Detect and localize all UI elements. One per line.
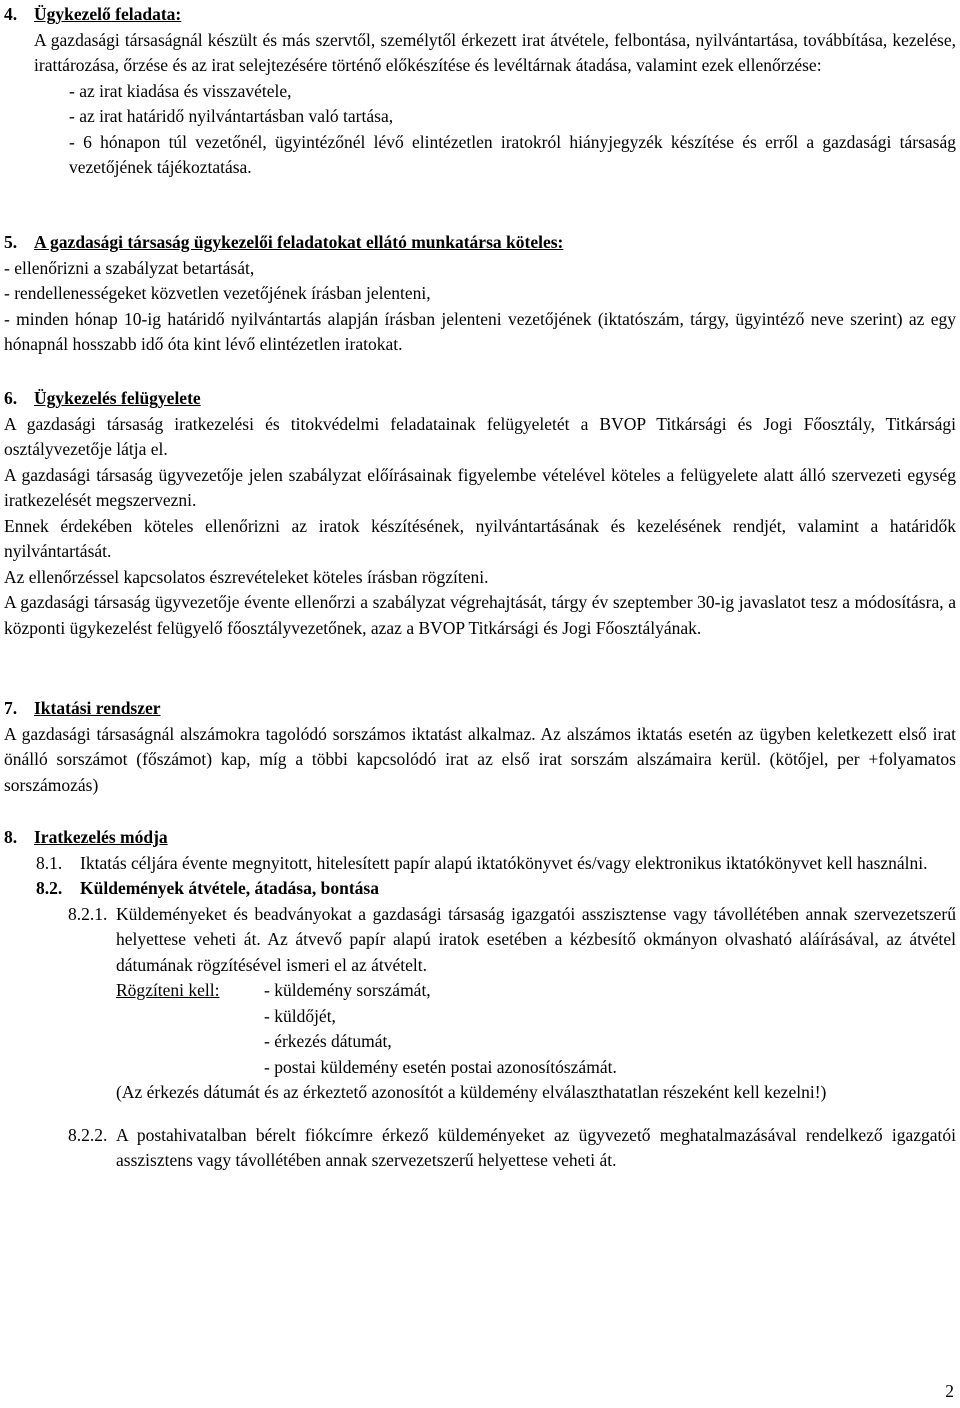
record-item: - postai küldemény esetén postai azonosítószámát.: [264, 1056, 617, 1077]
subsection-8-1: [36, 851, 956, 877]
list-item: - minden hónap 10-ig határidő nyilvántartás alapján írásban jelenteni vezetőjének (iktatószám, tárgy, ügyintéző neve szerint) az egy hónapnál hosszabb idő óta kint lévő elintézetlen iratokat.: [4, 308, 956, 354]
section-4-intro: A gazdasági társaságnál készült és más szervtől, személytől érkezett irat átvétele, felbontása, nyilvántartása, továbbítása, kezelése, irattározása, őrzése és az irat selejtezésére történő előkészítése és levéltárnak átadása, valamint ezek ellenőrzése:: [34, 29, 956, 75]
paragraph: Ennek érdekében köteles ellenőrizni az iratok készítésének, nyilvántartásának és kezelésének rendjét, valamint a határidők nyilvántartását.: [4, 515, 956, 561]
list-item: - ellenőrizni a szabályzat betartását,: [4, 257, 255, 278]
paragraph: Küldeményeket és beadványokat a gazdasági társaság igazgatói asszisztense vagy távollétében annak szervezetszerű helyettese veheti át. Az átvevő papír alapú iratok esetében a kézbesítő okmányon olvasható aláírásával, az átvétel dátumának rögzítésével ismeri el az átvételt.: [116, 903, 956, 975]
record-label-text: Rögzíteni kell:: [116, 980, 220, 1000]
section-7: [4, 696, 956, 798]
paragraph: A gazdasági társaságnál alszámokra tagolódó sorszámos iktatást alkalmaz. Az alszámos iktatás esetén az ügyben keletkezett első irat önálló sorszámot (főszámot) kap, míg a többi kapcsolódó irat az első irat sorszám alszámaira kerül. (kötőjel, per +folyamatos sorszámozás): [4, 723, 956, 795]
list-item-text: - 6 hónapon túl vezetőnél, ügyintézőnél lévő elintézetlen iratokról hiányjegyzék készítése és erről a gazdasági társaság vezetőjének tájékoztatása.: [69, 131, 956, 177]
section-number: 7.: [4, 698, 18, 718]
record-item: - küldemény sorszámát,: [264, 980, 431, 1000]
section-5-heading: [4, 230, 956, 256]
subsection-number: 8.2.1.: [68, 903, 108, 924]
subsection-title: Küldemények átvétele, átadása, bontása: [80, 878, 379, 898]
section-7-heading: [4, 696, 956, 722]
section-number: 5.: [4, 232, 18, 252]
section-4-heading: [4, 2, 956, 28]
subsection-8-2-heading: [36, 876, 956, 902]
subsection-8-2-1: [68, 902, 956, 1106]
subsection-text: Iktatás céljára évente megnyitott, hitelesített papír alapú iktatókönyvet és/vagy elektronikus iktatókönyvet kell használni.: [80, 852, 928, 873]
record-item: - küldőjét,: [264, 1005, 336, 1026]
subsection-text: A postahivatalban bérelt fiókcímre érkező küldeményeket az ügyvezető meghatalmazásával rendelkező igazgatói asszisztens vagy távollétében annak szervezetszerű helyettese veheti át.: [116, 1124, 956, 1170]
section-5: [4, 230, 956, 358]
subsection-body: [116, 902, 956, 1106]
section-title: Ügykezelés felügyelete: [34, 388, 201, 408]
section-title: Iktatási rendszer: [34, 698, 161, 718]
page-number: 2: [945, 1380, 954, 1401]
note: (Az érkezés dátumát és az érkeztető azonosítót a küldemény elválaszthatatlan részeként kell kezelni!): [116, 1082, 827, 1102]
record-label: [116, 978, 264, 1080]
section-number: 4.: [4, 4, 18, 24]
subsection-number: 8.2.: [36, 878, 63, 898]
record-item: - érkezés dátumát,: [264, 1031, 392, 1051]
record-items: [264, 978, 617, 1080]
paragraph: Az ellenőrzéssel kapcsolatos észrevételeket köteles írásban rögzíteni.: [4, 566, 489, 587]
section-8: [4, 825, 956, 1174]
section-title: A gazdasági társaság ügykezelői feladatokat ellátó munkatársa köteles:: [34, 232, 564, 252]
subsection-number: 8.1.: [36, 852, 63, 873]
list-item: [69, 130, 956, 181]
paragraph: A gazdasági társaság ügyvezetője jelen szabályzat előírásainak figyelembe vételével köteles a felügyelete alatt álló szervezeti egység iratkezelését megszervezni.: [4, 464, 956, 510]
paragraph: A gazdasági társaság iratkezelési és titokvédelmi feladatainak felügyeletét a BVOP Titkársági és Jogi Főosztály, Titkársági osztályvezetője látja el.: [4, 413, 956, 459]
record-list: [116, 978, 956, 1080]
list-item: - az irat határidő nyilvántartásban való tartása,: [69, 106, 394, 126]
section-4: [4, 2, 956, 181]
section-title: Ügykezelő feladata:: [34, 4, 182, 24]
section-title: Iratkezelés módja: [34, 827, 168, 847]
list-item: - rendellenességeket közvetlen vezetőjének írásban jelenteni,: [4, 283, 431, 303]
paragraph: A gazdasági társaság ügyvezetője évente ellenőrzi a szabályzat végrehajtását, tárgy év szeptember 30-ig javaslatot tesz a módosításra, a központi ügykezelést felügyelő főosztályvezetőnek, azaz a BVOP Titkársági és Jogi Főosztályának.: [4, 592, 956, 638]
section-6: [4, 386, 956, 641]
subsection-number: 8.2.2.: [68, 1124, 108, 1145]
section-8-heading: [4, 825, 956, 851]
section-number: 8.: [4, 827, 18, 847]
section-6-heading: [4, 386, 956, 412]
section-number: 6.: [4, 388, 18, 408]
subsection-8-2-2: [68, 1123, 956, 1174]
list-item: - az irat kiadása és visszavétele,: [69, 80, 292, 101]
